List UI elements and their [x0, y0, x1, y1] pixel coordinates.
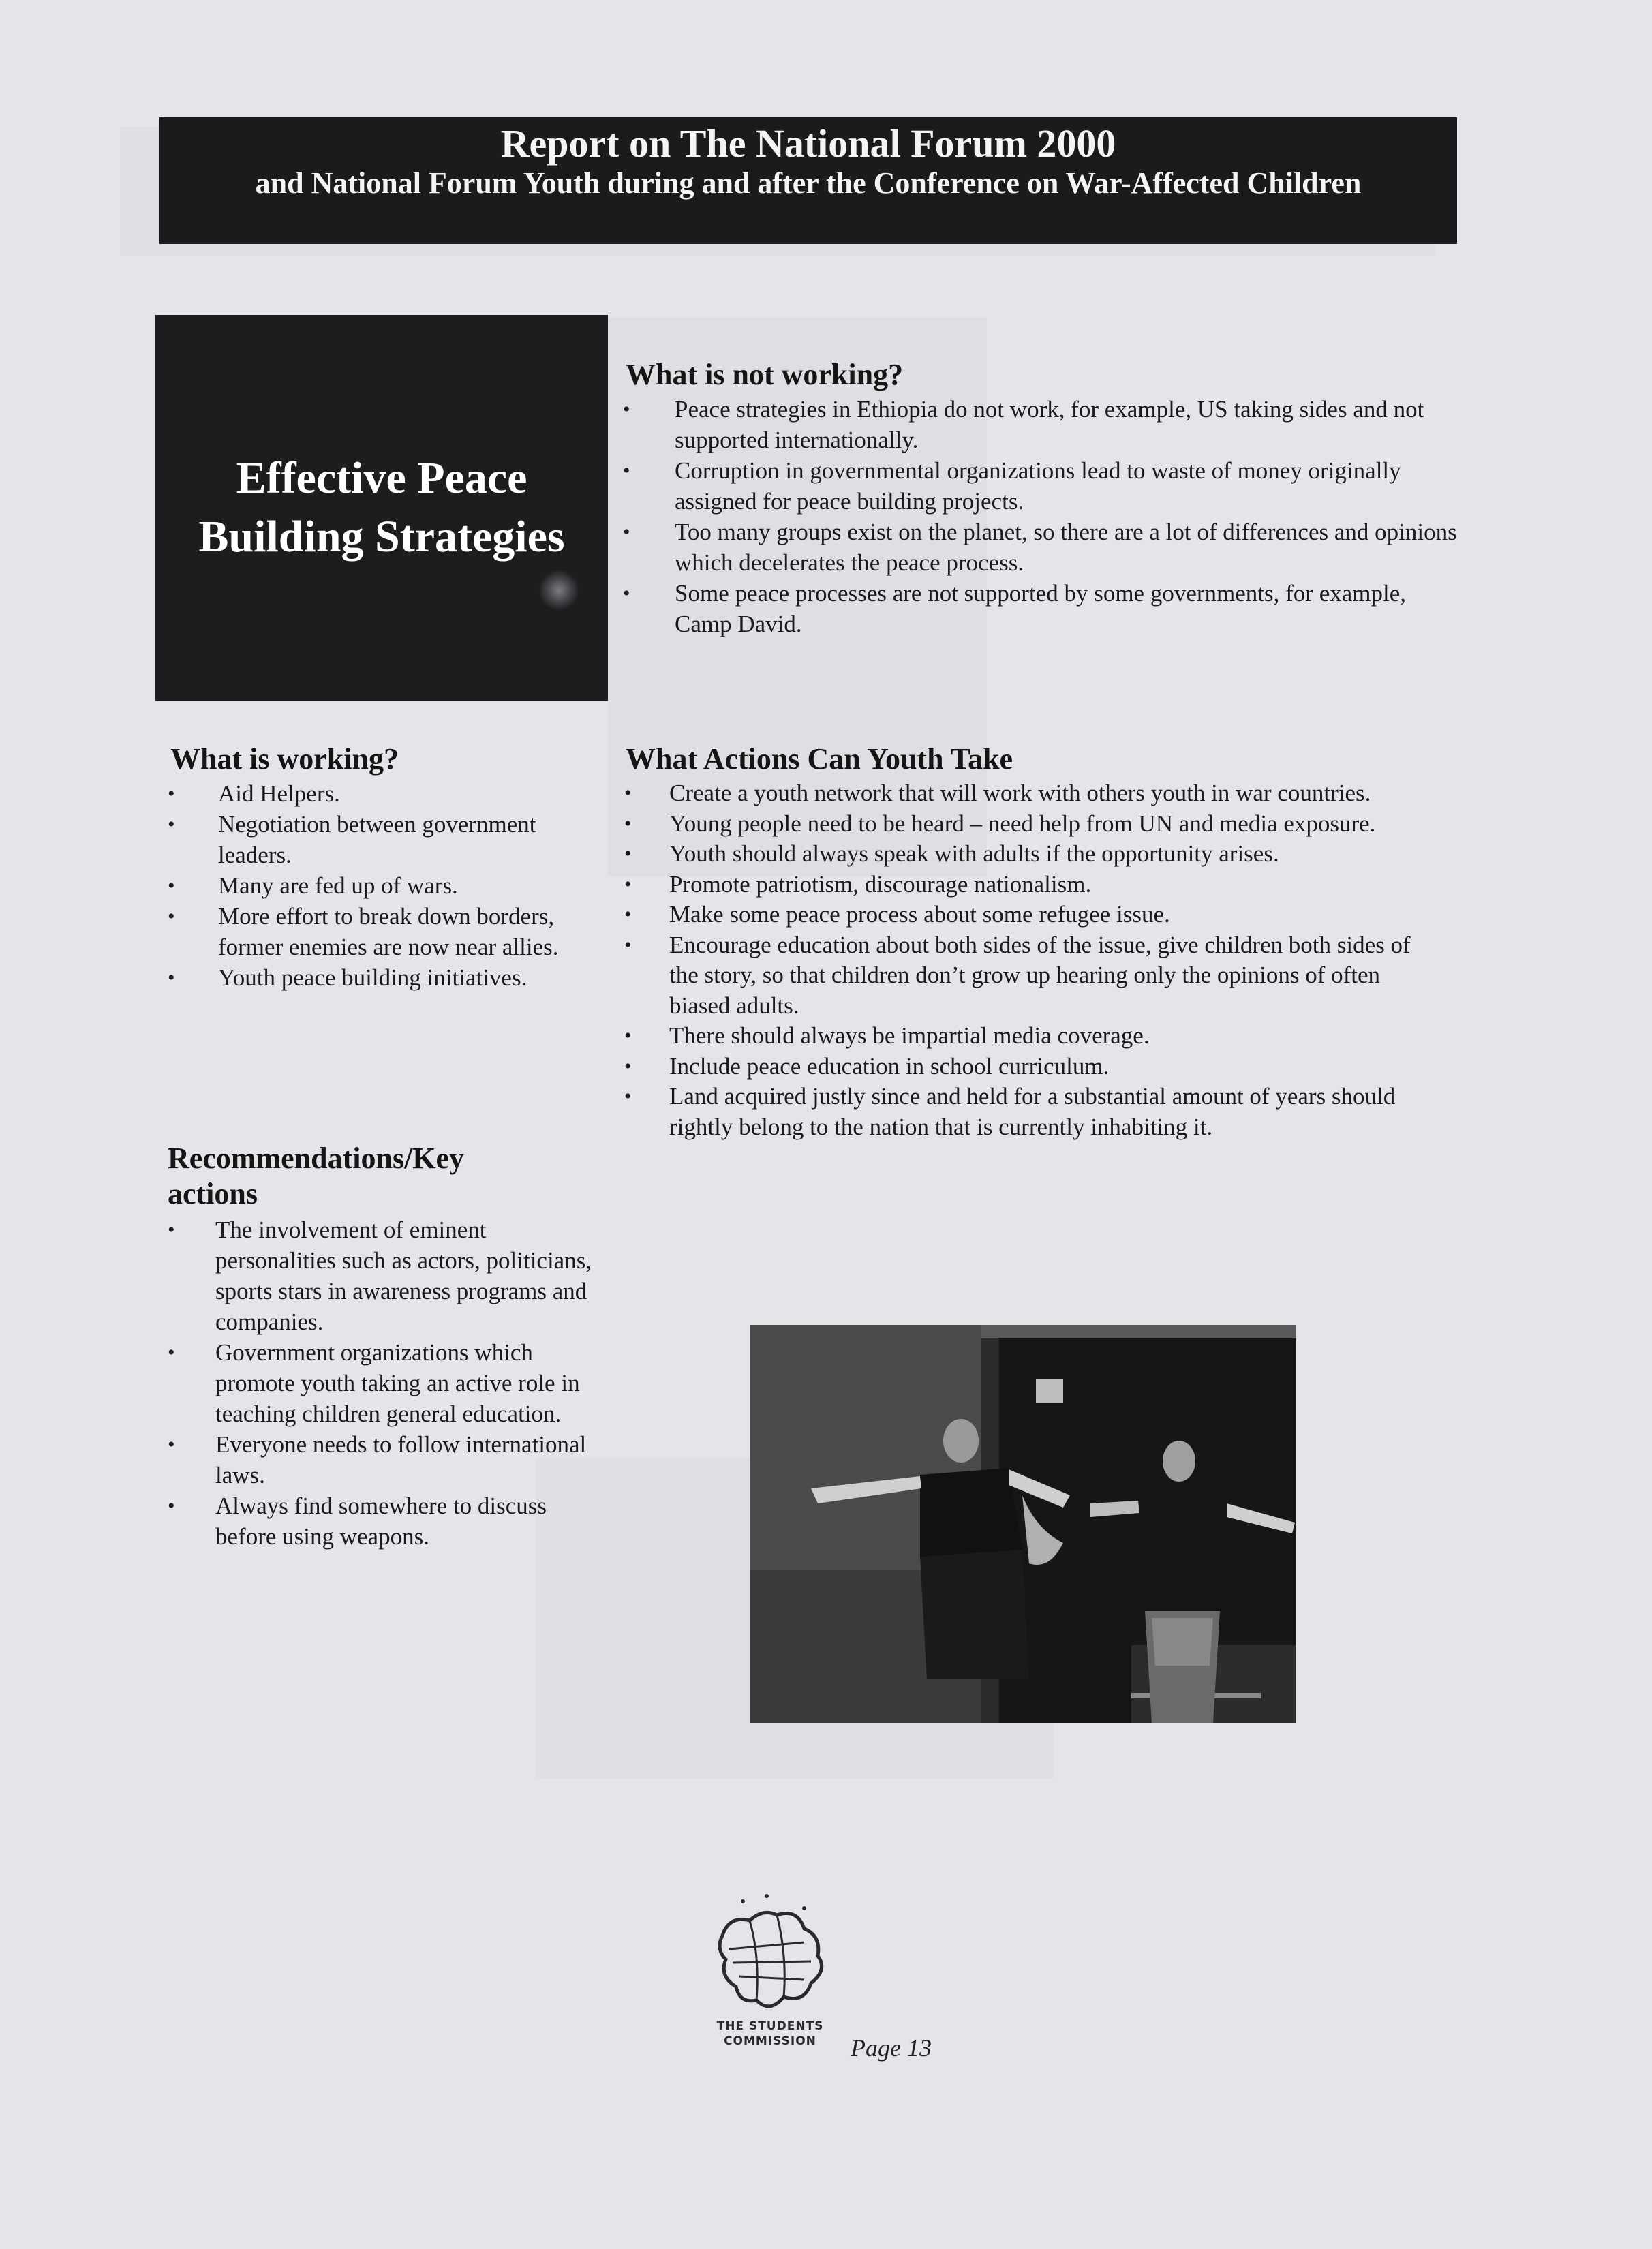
bullet-icon: • [624, 1024, 632, 1047]
list-item [166, 809, 602, 870]
list-item [622, 809, 1433, 840]
bullet-icon: • [624, 903, 632, 925]
list-item-text: Encourage education about both sides of the issue, give children both sides of the story, so that children don’t grow up hearing only the opinions of often biased adults. [669, 931, 1411, 1019]
bullet-icon: • [624, 1085, 632, 1107]
list-item [622, 394, 1460, 455]
bullet-icon: • [168, 966, 175, 989]
youth-actions-heading: What Actions Can Youth Take [626, 742, 1013, 776]
report-subtitle: and National Forum Youth during and after the Conference on War-Affected Children [255, 166, 1362, 200]
working-list [166, 778, 602, 993]
bullet-icon: • [624, 812, 632, 835]
list-item [622, 839, 1433, 870]
list-item-text: Make some peace process about some refugee issue. [669, 901, 1170, 928]
not-working-list [622, 394, 1460, 639]
logo-text-line: COMMISSION [724, 2034, 816, 2048]
feature-title-line: Building Strategies [198, 512, 565, 562]
logo-text [688, 2019, 852, 2049]
bullet-icon: • [168, 1219, 175, 1241]
list-item [622, 578, 1460, 639]
list-item-text: Always find somewhere to discuss before using weapons. [215, 1493, 547, 1550]
list-item-text: Promote patriotism, discourage nationalism. [669, 870, 1092, 898]
working-heading: What is working? [170, 742, 399, 776]
list-item [622, 517, 1460, 578]
students-commission-logo [702, 1888, 845, 2024]
bullet-icon: • [624, 872, 632, 896]
bullet-icon: • [624, 933, 632, 956]
bullet-icon: • [624, 1054, 632, 1077]
list-item-text: Corruption in governmental organizations lead to waste of money originally assigned for peace building projects. [675, 457, 1401, 515]
feature-title-box [155, 315, 608, 701]
list-item [622, 870, 1433, 900]
list-item-text: Aid Helpers. [218, 780, 340, 807]
list-item-text: Too many groups exist on the planet, so there are a lot of differences and opinions which decelerates the peace process. [675, 519, 1457, 576]
list-item-text: Government organizations which promote youth taking an active role in teaching children general education. [215, 1339, 580, 1427]
list-item-text: Peace strategies in Ethiopia do not work, for example, US taking sides and not supported internationally. [675, 396, 1424, 453]
list-item-text: The involvement of eminent personalities such as actors, politicians, sports stars in awareness programs and companies. [215, 1217, 592, 1335]
report-banner [159, 117, 1457, 244]
list-item [166, 870, 602, 901]
youth-actions-list [622, 778, 1433, 1142]
list-item-text: Include peace education in school curriculum. [669, 1052, 1110, 1080]
list-item [166, 1490, 602, 1552]
performance-photo-image [750, 1325, 1296, 1723]
feature-title-line: Effective Peace [236, 453, 527, 503]
page-number: Page 13 [851, 2034, 932, 2062]
logo-text-line: THE STUDENTS [716, 2019, 824, 2033]
list-item [166, 1429, 602, 1490]
print-glint [538, 570, 579, 611]
bullet-icon: • [168, 1341, 175, 1364]
not-working-heading: What is not working? [626, 358, 904, 391]
list-item [622, 900, 1433, 930]
list-item [166, 901, 602, 962]
list-item-text: Youth peace building initiatives. [218, 964, 527, 991]
list-item [622, 1082, 1433, 1142]
list-item [622, 930, 1433, 1022]
list-item [166, 1214, 602, 1337]
bullet-icon: • [168, 905, 175, 928]
list-item [622, 1052, 1433, 1082]
recommendations-heading [168, 1141, 464, 1212]
feature-title [198, 449, 564, 566]
recommendations-list [166, 1214, 602, 1552]
recommendations-heading-line: actions [168, 1177, 258, 1210]
list-item-text: Everyone needs to follow international laws. [215, 1431, 587, 1488]
list-item [622, 778, 1433, 809]
list-item [166, 778, 602, 809]
list-item-text: Some peace processes are not supported by some governments, for example, Camp David. [675, 580, 1407, 637]
list-item [166, 962, 602, 993]
list-item-text: Youth should always speak with adults if the opportunity arises. [669, 840, 1279, 867]
list-item-text: There should always be impartial media coverage. [669, 1022, 1150, 1049]
list-item-text: Young people need to be heard – need help from UN and media exposure. [669, 810, 1376, 837]
list-item-text: Negotiation between government leaders. [218, 811, 536, 868]
list-item-text: Create a youth network that will work with others youth in war countries. [669, 780, 1371, 806]
bullet-icon: • [623, 582, 630, 605]
list-item [622, 455, 1460, 517]
bullet-icon: • [168, 874, 175, 897]
bullet-icon: • [168, 1495, 175, 1517]
list-item-text: More effort to break down borders, former enemies are now near allies. [218, 903, 559, 960]
list-item [166, 1337, 602, 1429]
recommendations-heading-line: Recommendations/Key [168, 1142, 465, 1175]
report-title: Report on The National Forum 2000 [500, 121, 1116, 166]
bullet-icon: • [623, 398, 630, 420]
list-item-text: Land acquired justly since and held for a substantial amount of years should rightly belong to the nation that is currently inhabiting it. [669, 1083, 1396, 1140]
list-item [622, 1021, 1433, 1052]
list-item-text: Many are fed up of wars. [218, 872, 458, 899]
bullet-icon: • [624, 842, 632, 865]
bullet-icon: • [623, 521, 630, 543]
bullet-icon: • [168, 782, 175, 805]
bullet-icon: • [168, 1433, 175, 1456]
performance-photo [750, 1325, 1296, 1723]
bullet-icon: • [624, 782, 632, 804]
bullet-icon: • [623, 459, 630, 482]
bullet-icon: • [168, 813, 175, 836]
